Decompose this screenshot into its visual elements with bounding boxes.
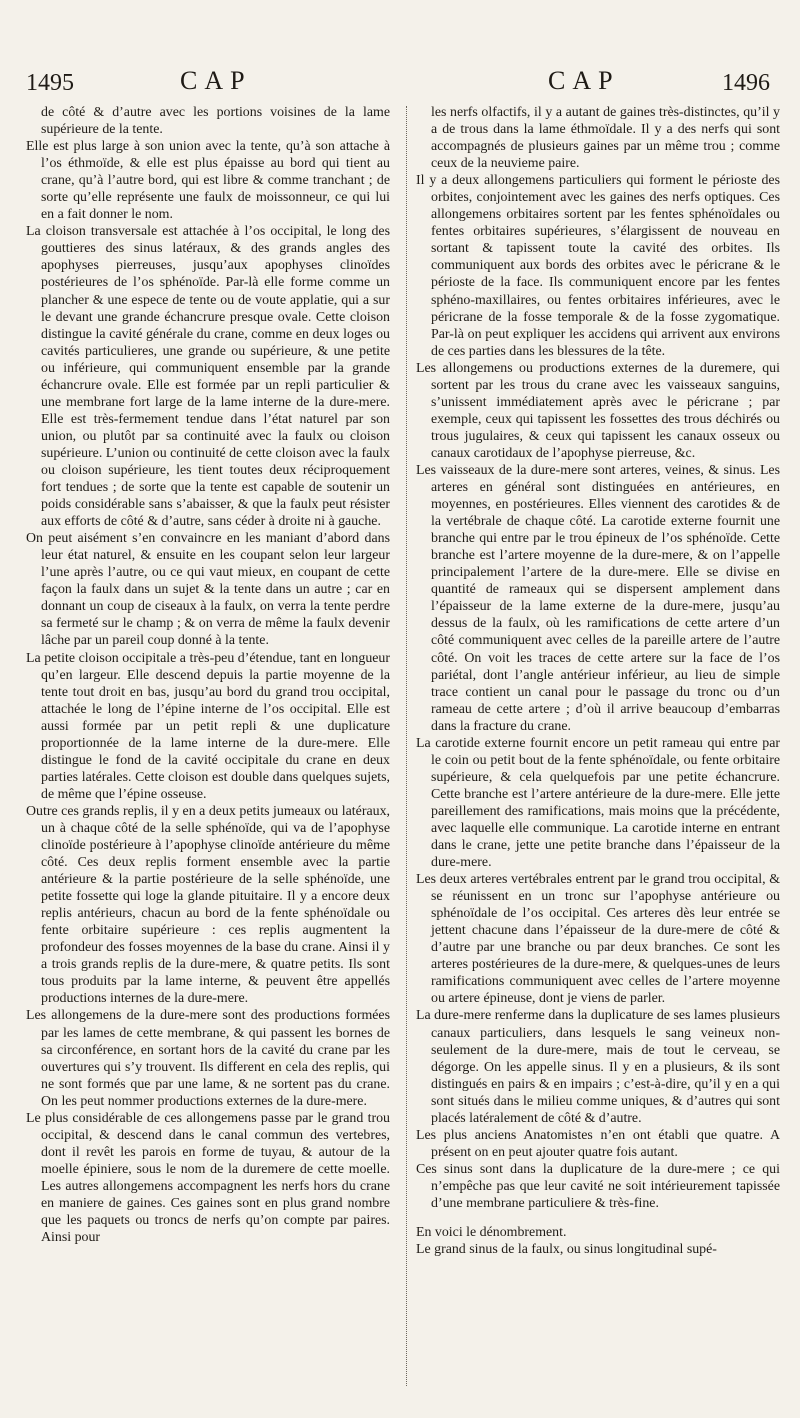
paragraph: Le plus considérable de ces allongemens passe par le grand trou occipital, & descend dans le canal commun des vertebres, dont il revêt les parois en forme de tuyau, & autour de la moelle épiniere, sous le nom de la duremere de cette moelle. Les autres allongemens accompagnent les nerfs hors du crane en maniere de gaines. Ces gaines sont en plus grand nombre que les paquets ou troncs de nerfs qu’on compte par paires. Ainsi pour xyxy=(26,1110,390,1246)
paragraph: La cloison transversale est attachée à l’os occipital, le long des gouttieres des sinus latéraux, & des grands angles des apophyses pierreuses, jusqu’aux apophyses clinoïdes postérieures de l’os sphénoïde. Par-là elle forme comme un plancher & une espece de tente ou de voute applatie, qui a sur le devant une grande échancrure presque ovale. Cette cloison distingue la cavité générale du crane, comme en deux loges ou cavités particulieres, une grande ou supérieure, & une petite ou inférieure, qui communiquent ensemble par la grande échancrure ovale. Elle est formée par un repli particulier & une membrane fort large de la lame interne de la dure-mere. Elle est très-fermement tendue dans l’état naturel par son union, ou plutôt par sa continuité avec la faulx ou cloison supérieure. L’union ou continuité de cette cloison avec la faulx ou cloison supérieure, les tient toutes deux réciproquement fort tendues ; de sorte que la tente est capable de soutenir un poids considérable sans s’abaisser, & que la faulx peut résister aux efforts de côté & d’autre, sans céder à droite ni à gauche. xyxy=(26,224,390,530)
paragraph: Il y a deux allongemens particuliers qui forment le périoste des orbites, conjointement avec les gaines des nerfs optiques. Ces allongemens orbitaires sortent par les fentes sphénoïdales ou fentes orbitaires supérieures, s’élargissent de nouveau en sortant & tapissent toute la cavité des orbites. Ils communiquent aux bords des orbites avec le péricrane & le périoste de la face. Ils communiquent encore par les fentes sphéno-maxillaires, ou fentes orbitaires inférieures, avec le péricrane de la fosse temporale & de la fosse zygomatique. Par-là on peut expliquer les accidens qui arrivent aux environs de ces parties dans les blessures de la tête. xyxy=(416,173,780,359)
column-divider xyxy=(406,106,407,1386)
paragraph: Ces sinus sont dans la duplicature de la dure-mere ; ce qui n’empêche pas que leur cavité ne soit intérieurement tapissée d’une membrane particuliere & très-fine. xyxy=(416,1161,780,1211)
page-header xyxy=(0,62,800,102)
left-running-head: CAP xyxy=(180,66,252,95)
paragraph: La dure-mere renferme dans la duplicature de ses lames plusieurs canaux particuliers, dans lesquels le sang veineux non-seulement de la dure-mere, mais de tout le cerveau, se dégorge. On les appelle sinus. Il y en a plusieurs, & ils sont distingués en pairs & en impairs ; c’est-à-dire, qu’il y en a qui sont situés dans le milieu comme uniques, & d’autres qui sont placés latéralement de côté & d’autre. xyxy=(416,1008,780,1126)
paragraph: Les plus anciens Anatomistes n’en ont établi que quatre. A présent on en peut ajouter quatre fois autant. xyxy=(416,1127,780,1160)
paragraph: Les vaisseaux de la dure-mere sont arteres, veines, & sinus. Les arteres en général sont distinguées en antérieures, en moyennes, en postérieures. Elles viennent des carotides & de la vertébrale de chaque côté. La carotide externe fournit une branche qui entre par le trou épineux de l’os sphénoïde. Cette branche est l’artere moyenne de la dure-mere, & on l’appelle principalement l’artere de la dure-mere. Elle se divise en quantité de rameaux qui se dispersent amplement dans l’épaisseur de la lame externe de la dure-mere, jusqu’au dessus de la faulx, où les ramifications de cette artere d’un côté communiquent avec celles de la pareille artere de l’autre côté. On voit les traces de cette artere sur la face de l’os pariétal, dont l’angle antérieur inférieur, au lieu de simple trace contient un canal pour le passage du tronc ou d’un rameau de cette artere ; d’où il arrive beaucoup d’embarras dans la fracture du crane. xyxy=(416,462,780,734)
paragraph: On peut aisément s’en convaincre en les maniant d’abord dans leur état naturel, & ensuite en les coupant selon leur largeur l’une après l’autre, ou ce qui vaut mieux, en coupant de cette façon la faulx dans un sujet & la tente dans un autre ; car en donnant un coup de ciseaux à la faulx, on verra la tente perdre sa fermeté sur le champ ; & on verra de même la faulx devenir lâche par un pareil coup donné à la tente. xyxy=(26,531,390,649)
right-column xyxy=(416,104,780,1258)
right-page-number: 1496 xyxy=(722,70,770,96)
paragraph: Les allongemens de la dure-mere sont des productions formées par les lames de cette membrane, & qui passent les bornes de sa circonférence, en sortant hors de la cavité du crane par les ouvertures qui s’y trouvent. Ils different en cela des replis, qui ne sont formés que par une lame, & ne sortent pas du crane. On les peut nommer productions externes de la dure-mere. xyxy=(26,1008,390,1109)
paragraph: Elle est plus large à son union avec la tente, qu’à son attache à l’os éthmoïde, & elle est plus épaisse au bord qui tient au crane, qu’à l’autre bord, qui est libre & comme tranchant ; de sorte qu’elle représente une faulx de moissonneur, ce qui lui en a fait donner le nom. xyxy=(26,139,390,223)
left-column xyxy=(26,104,390,1246)
paragraph: La carotide externe fournit encore un petit rameau qui entre par le coin ou petit bout de la fente sphénoïdale, ou fente orbitaire supérieure, & cela quelquefois par une petite échancrure. Cette branche est l’artere antérieure de la dure-mere. Elle jette pareillement des ramifications, mais moins que la précédente, avec laquelle elle communique. La carotide interne en entrant dans le crane, jette une petite branche dans l’épaisseur de la dure-mere. xyxy=(416,735,780,871)
paragraph: Outre ces grands replis, il y en a deux petits jumeaux ou latéraux, un à chaque côté de la selle sphénoïde, qui va de l’apophyse clinoïde postérieure à l’apophyse clinoïde antérieure du même côté. Ces deux replis forment ensemble avec la partie antérieure & la partie postérieure de la selle sphénoïde, une petite fossette qui loge la glande pituitaire. Il y a encore deux replis antérieurs, chacun au bord de la fente sphénoïdale ou fente orbitaire supérieure : ces replis augmentent la profondeur des fosses moyennes de la base du crane. Ainsi il y a trois grands replis de la dure-mere, & quatre petits. Ils sont tous produits par la lame interne, & peuvent être appellés productions internes de la dure-mere. xyxy=(26,803,390,1007)
paragraph: La petite cloison occipitale a très-peu d’étendue, tant en longueur qu’en largeur. Elle descend depuis la partie moyenne de la tente tout droit en bas, jusqu’au bord du grand trou occipital, attachée le long de l’épine interne de l’os occipital. Elle est aussi formée par un petit repli & une duplicature proportionnée de la lame interne de la dure-mere. Elle distingue le fond de la cavité occipitale du crane en deux parties latérales. Cette cloison est double dans quelques sujets, de même que l’épine osseuse. xyxy=(26,650,390,802)
paragraph: Le grand sinus de la faulx, ou sinus longitudinal supé- xyxy=(416,1242,717,1258)
right-running-head: CAP xyxy=(548,66,620,95)
paragraph: les nerfs olfactifs, il y a autant de gaines très-distinctes, qu’il y a de trous dans la lame éthmoïdale. Il y a des nerfs qui sont accompagnés de plusieurs gaines par un même trou ; comme ceux de la neuvieme paire. xyxy=(431,105,780,172)
paragraph: En voici le dénombrement. xyxy=(416,1225,567,1241)
paragraph: Les allongemens ou productions externes de la duremere, qui sortent par les trous du crane avec les vaisseaux sanguins, s’unissent immédiatement après avec le péricrane ; par exemple, ceux qui tapissent les fossettes des trous déchirés ou trous jugulaires, & ceux qui tapissent les canaux osseux ou canaux carotidaux de l’apophyse pierreuse, &c. xyxy=(416,360,780,461)
paragraph: de côté & d’autre avec les portions voisines de la lame supérieure de la tente. xyxy=(41,105,390,138)
left-page-number: 1495 xyxy=(26,70,74,96)
paragraph: Les deux arteres vertébrales entrent par le grand trou occipital, & se réunissent en un tronc sur l’apophyse antérieure ou sphénoïdale de l’os occipital. Ces arteres dès leur entrée se jettent chacune dans l’épaisseur de la dure-mere de côté & d’autre par une branche ou par deux branches. Ce sont les arteres postérieures de la dure-mere, & quelques-unes de leurs ramifications communiquent avec celles de l’artere moyenne ou artere épineuse, dont je viens de parler. xyxy=(416,872,780,1007)
